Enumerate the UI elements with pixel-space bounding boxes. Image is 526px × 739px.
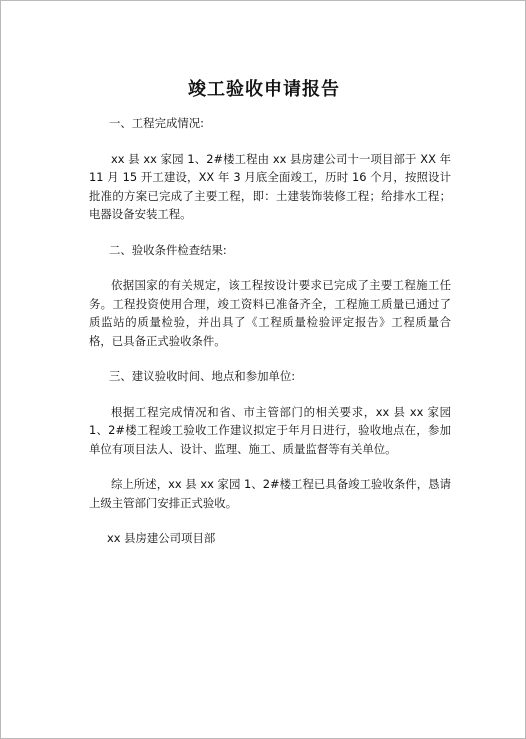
section-heading-acceptance: 三、建议验收时间、地点和参加单位: [109,369,296,383]
section-body-acceptance: 根据工程完成情况和省、市主管部门的相关要求，xx 县 xx 家园 1、2#楼工程竣工验收工作建议拟定于年月日进行，验收地点在，参加单位有项目法人、设计、监理、施工、质量监督等有关单位。 [89,404,451,456]
section-body-completion: xx 县 xx 家园 1、2#楼工程由 xx 县房建公司十一项目部于 XX 年 11 月 15 开工建设，XX 年 3 月底全面竣工，历时 16 个月，按照设计批准的方案已完成了主要工程，即：土建装饰装修工程；给排水工程；电器设备安装工程。 [89,151,451,221]
section-body-inspection: 依据国家的有关规定，该工程按设计要求已完成了主要工程施工任务。工程投资使用合理，竣工资料已准备齐全，工程施工质量已通过了质监站的质量检验，并出具了《工程质量检验评定报告》工程质量合格，已具备正式验收条件。 [89,278,451,348]
document-title: 竣工验收申请报告 [188,79,340,100]
section-heading-inspection: 二、验收条件检查结果: [109,242,227,257]
conclusion-paragraph: 综上所述，xx 县 xx 家园 1、2#楼工程已具备竣工验收条件，恳请上级主管部门安排正式验收。 [89,477,451,510]
signature-line: xx 县房建公司项目部 [107,531,216,545]
section-heading-completion: 一、工程完成情况: [109,116,204,130]
document-body [89,114,451,548]
